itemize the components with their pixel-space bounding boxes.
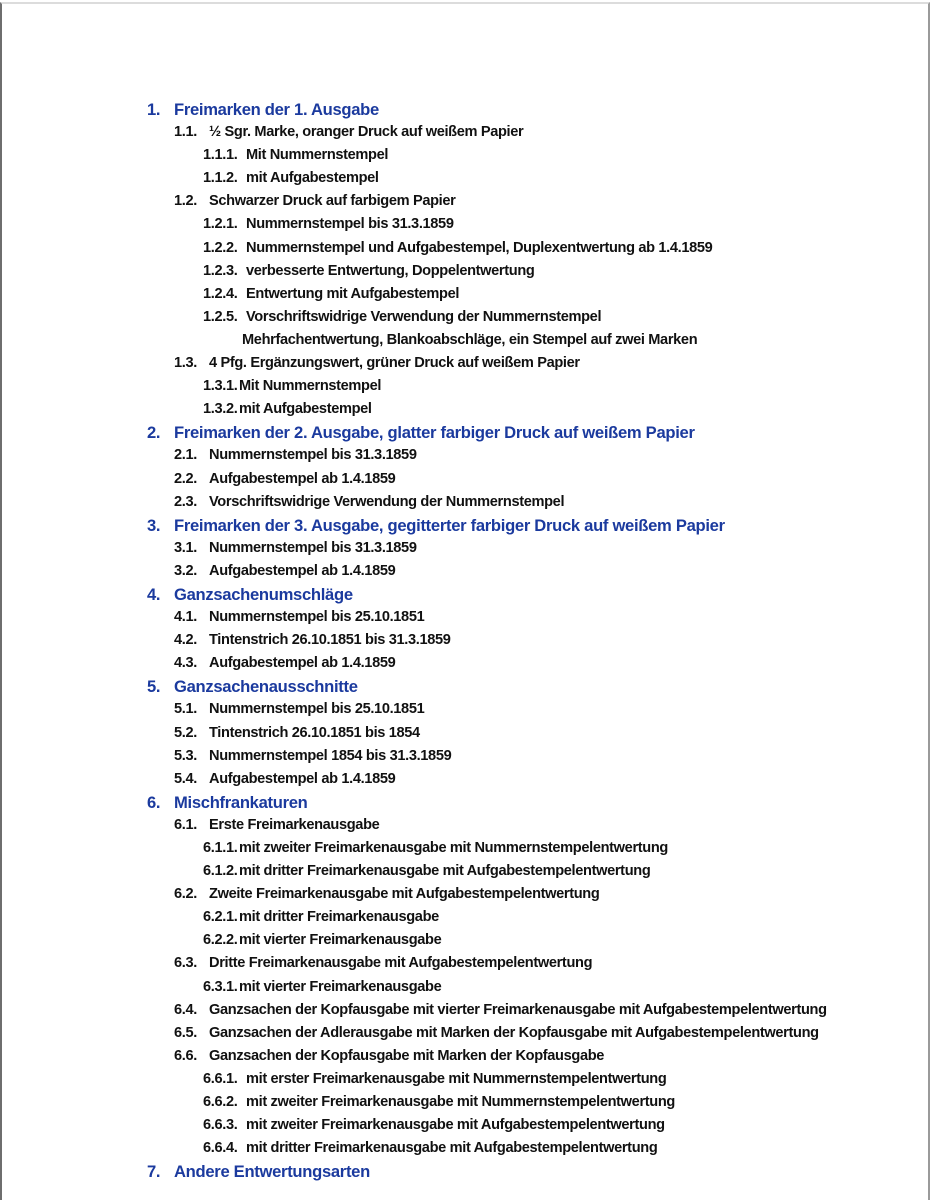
toc-number: 5.3. — [174, 747, 197, 764]
toc-title: mit vierter Freimarkenausgabe — [239, 932, 442, 949]
toc-title: Nummernstempel bis 31.3.1859 — [246, 216, 454, 233]
toc-title: Nummernstempel bis 25.10.1851 — [209, 609, 425, 626]
toc-number: 1.2.3. — [203, 262, 238, 279]
toc-subsubheading — [2, 1114, 932, 1137]
toc-title: ½ Sgr. Marke, oranger Druck auf weißem Papier — [209, 124, 524, 141]
toc-title: Mischfrankaturen — [174, 792, 308, 812]
toc-title: mit vierter Freimarkenausgabe — [239, 978, 442, 995]
toc-number: 6.2.2. — [203, 932, 238, 949]
toc-number: 6.3. — [174, 955, 197, 972]
toc-title: Aufgabestempel ab 1.4.1859 — [209, 470, 396, 487]
toc-heading — [2, 583, 932, 606]
toc-subheading — [2, 444, 932, 467]
toc-subsubheading — [2, 860, 932, 883]
toc-subheading — [2, 606, 932, 629]
toc-number: 7. — [147, 1162, 161, 1182]
toc-number: 6.6.1. — [203, 1070, 238, 1087]
toc-title: Aufgabestempel ab 1.4.1859 — [209, 770, 396, 787]
toc-title: Ganzsachen der Kopfausgabe mit Marken der Kopfausgabe — [209, 1047, 605, 1064]
toc-title: Ganzsachenausschnitte — [174, 677, 358, 697]
toc-number: 2. — [147, 423, 161, 443]
toc-number: 6.2.1. — [203, 909, 238, 926]
toc-number: 6.6.2. — [203, 1094, 238, 1111]
toc-heading — [2, 675, 932, 698]
toc-subsubheading — [2, 976, 932, 999]
toc-number: 3.2. — [174, 562, 197, 579]
toc-title: mit zweiter Freimarkenausgabe mit Nummernstempelentwertung — [239, 840, 668, 856]
toc-number: 1. — [147, 100, 161, 119]
toc-heading — [2, 421, 932, 444]
toc-heading — [2, 791, 932, 814]
toc-title: Aufgabestempel ab 1.4.1859 — [209, 562, 396, 579]
toc-title: Freimarken der 1. Ausgabe — [174, 100, 379, 119]
toc-title: Aufgabestempel ab 1.4.1859 — [209, 655, 396, 672]
toc-number: 5. — [147, 677, 161, 697]
toc-title: Freimarken der 2. Ausgabe, glatter farbiger Druck auf weißem Papier — [174, 423, 695, 443]
toc-title: mit dritter Freimarkenausgabe mit Aufgabestempelentwertung — [239, 863, 651, 880]
toc-subsubheading — [2, 906, 932, 929]
toc-subsubheading — [2, 1091, 932, 1114]
table-of-contents — [2, 98, 932, 1183]
toc-number: 6.6.4. — [203, 1140, 238, 1157]
toc-number: 1.3.2. — [203, 401, 238, 418]
toc-title: Nummernstempel bis 31.3.1859 — [209, 447, 417, 464]
toc-number: 1.1.2. — [203, 170, 238, 187]
toc-subheading — [2, 652, 932, 675]
toc-heading — [2, 514, 932, 537]
toc-subheading — [2, 883, 932, 906]
toc-number: 6.5. — [174, 1024, 197, 1041]
toc-subheading — [2, 190, 932, 213]
toc-title: Ganzsachen der Adlerausgabe mit Marken der Kopfausgabe mit Aufgabestempelentwertung — [209, 1024, 819, 1041]
toc-number: 3.1. — [174, 539, 197, 556]
toc-subsubheading — [2, 1137, 932, 1160]
toc-subheading — [2, 814, 932, 837]
toc-title: Nummernstempel 1854 bis 31.3.1859 — [209, 747, 452, 764]
toc-subheading — [2, 1045, 932, 1068]
toc-number: 2.3. — [174, 493, 197, 510]
toc-subsubheading — [2, 837, 932, 860]
toc-title: Ganzsachen der Kopfausgabe mit vierter Freimarkenausgabe mit Aufgabestempelentwertung — [209, 1001, 827, 1018]
toc-title: Tintenstrich 26.10.1851 bis 1854 — [209, 724, 420, 741]
toc-subheading — [2, 952, 932, 975]
toc-title: Dritte Freimarkenausgabe mit Aufgabestempelentwertung — [209, 955, 593, 972]
toc-number: 6.1.1. — [203, 840, 238, 856]
toc-number: 1.2.5. — [203, 308, 238, 325]
toc-heading — [2, 1160, 932, 1183]
toc-subheading — [2, 722, 932, 745]
toc-number: 6.3.1. — [203, 978, 238, 995]
toc-number: 5.1. — [174, 701, 197, 718]
toc-number: 5.2. — [174, 724, 197, 741]
toc-subsubheading — [2, 306, 932, 329]
toc-subheading — [2, 491, 932, 514]
toc-subsubheading — [2, 1068, 932, 1091]
toc-subsubheading — [2, 213, 932, 236]
toc-title: Nummernstempel bis 31.3.1859 — [209, 539, 417, 556]
toc-number: 1.1. — [174, 124, 197, 141]
toc-continuation — [2, 329, 932, 352]
toc-number: 1.3.1. — [203, 378, 238, 395]
toc-number: 4.1. — [174, 609, 197, 626]
toc-number: 6.6.3. — [203, 1117, 238, 1134]
toc-subheading — [2, 999, 932, 1022]
toc-subheading — [2, 468, 932, 491]
toc-title: Zweite Freimarkenausgabe mit Aufgabestempelentwertung — [209, 886, 600, 903]
toc-number: 3. — [147, 515, 161, 535]
toc-title: Mit Nummernstempel — [246, 147, 389, 164]
toc-number: 4.3. — [174, 655, 197, 672]
toc-title: Vorschriftswidrige Verwendung der Nummernstempel — [209, 493, 565, 510]
toc-number: 1.3. — [174, 355, 197, 372]
toc-title: mit Aufgabestempel — [246, 170, 379, 187]
toc-title: Entwertung mit Aufgabestempel — [246, 285, 460, 302]
toc-title: mit dritter Freimarkenausgabe — [239, 909, 439, 926]
toc-number: 6.4. — [174, 1001, 197, 1018]
toc-title: mit Aufgabestempel — [239, 401, 372, 418]
toc-title: Schwarzer Druck auf farbigem Papier — [209, 193, 456, 210]
toc-number: 1.2.2. — [203, 239, 238, 256]
toc-subsubheading — [2, 929, 932, 952]
document-page — [0, 2, 930, 1200]
toc-title: Tintenstrich 26.10.1851 bis 31.3.1859 — [209, 632, 451, 649]
toc-title: Vorschriftswidrige Verwendung der Nummernstempel — [246, 308, 602, 325]
toc-number: 1.2. — [174, 193, 197, 210]
toc-number: 6.6. — [174, 1047, 197, 1064]
toc-subheading — [2, 121, 932, 144]
toc-subsubheading — [2, 375, 932, 398]
toc-title: mit erster Freimarkenausgabe mit Nummernstempelentwertung — [246, 1070, 667, 1087]
toc-subheading — [2, 698, 932, 721]
toc-subsubheading — [2, 237, 932, 260]
toc-subheading — [2, 560, 932, 583]
toc-title: Mehrfachentwertung, Blankoabschläge, ein Stempel auf zwei Marken — [242, 331, 698, 348]
toc-title: Mit Nummernstempel — [239, 378, 382, 395]
toc-number: 5.4. — [174, 770, 197, 787]
toc-heading — [2, 98, 932, 121]
toc-title: Andere Entwertungsarten — [174, 1162, 370, 1182]
toc-number: 6.1.2. — [203, 863, 238, 880]
toc-subsubheading — [2, 283, 932, 306]
toc-number: 6.2. — [174, 886, 197, 903]
toc-number: 6. — [147, 792, 161, 812]
toc-number: 1.1.1. — [203, 147, 238, 164]
toc-title: 4 Pfg. Ergänzungswert, grüner Druck auf weißem Papier — [209, 355, 580, 372]
toc-subheading — [2, 352, 932, 375]
toc-subheading — [2, 768, 932, 791]
toc-title: mit zweiter Freimarkenausgabe mit Nummernstempelentwertung — [246, 1094, 675, 1111]
toc-number: 4.2. — [174, 632, 197, 649]
toc-number: 1.2.4. — [203, 285, 238, 302]
toc-number: 6.1. — [174, 816, 197, 833]
toc-title: Nummernstempel bis 25.10.1851 — [209, 701, 425, 718]
toc-subheading — [2, 629, 932, 652]
toc-subheading — [2, 537, 932, 560]
toc-subsubheading — [2, 398, 932, 421]
toc-title: Ganzsachenumschläge — [174, 584, 353, 604]
toc-subsubheading — [2, 260, 932, 283]
toc-subheading — [2, 745, 932, 768]
toc-title: verbesserte Entwertung, Doppelentwertung — [246, 262, 535, 279]
toc-subheading — [2, 1022, 932, 1045]
toc-title: Nummernstempel und Aufgabestempel, Duplexentwertung ab 1.4.1859 — [246, 239, 713, 256]
toc-title: Erste Freimarkenausgabe — [209, 816, 380, 833]
toc-number: 1.2.1. — [203, 216, 238, 233]
toc-title: mit dritter Freimarkenausgabe mit Aufgabestempelentwertung — [246, 1140, 658, 1157]
toc-number: 4. — [147, 584, 161, 604]
toc-title: mit zweiter Freimarkenausgabe mit Aufgabestempelentwertung — [246, 1117, 665, 1134]
toc-title: Freimarken der 3. Ausgabe, gegitterter farbiger Druck auf weißem Papier — [174, 515, 725, 535]
toc-number: 2.2. — [174, 470, 197, 487]
toc-subsubheading — [2, 144, 932, 167]
toc-subsubheading — [2, 167, 932, 190]
toc-number: 2.1. — [174, 447, 197, 464]
